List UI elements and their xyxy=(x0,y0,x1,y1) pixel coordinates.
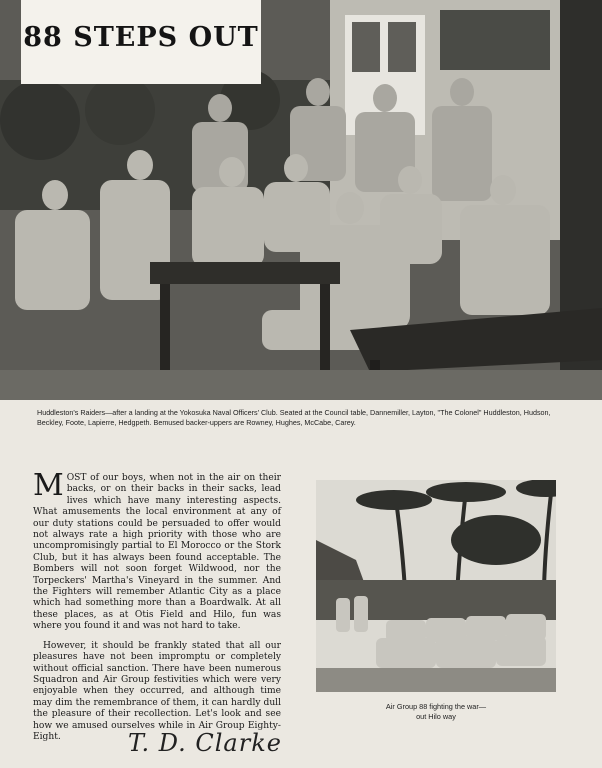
paragraph-1 xyxy=(33,468,281,633)
hilo-caption-line-2: out Hilo way xyxy=(416,712,456,721)
drop-cap: M xyxy=(33,468,64,503)
article-body xyxy=(33,468,281,751)
top-photo-caption: Huddleston's Raiders—after a landing at the Yokosuka Naval Officers' Club. Seated at the Council table, Dannemiller, Layton, "The Colonel" Huddleston, Hudson, Beckley, Foote, Lapierre, Hedgpeth. Bemused backer-uppers are Rowney, Hughes, McCabe, Carey. xyxy=(37,408,551,427)
hilo-caption-line-1: Air Group 88 fighting the war— xyxy=(385,702,487,711)
author-signature: T. D. Clarke xyxy=(128,729,282,757)
paragraph-2: However, it should be frankly stated that all our pleasures have not been impromptu or completely without official sanction. There have been numerous Squadron and Air Group festivities which were very enjoyable when they occurred, and although time may dim the remembrance of them, it can hardly dull the pleasure of their recollection. Let's look and see how we amused ourselves while in Air Group Eighty-Eight. xyxy=(33,640,281,742)
hilo-photo-caption xyxy=(316,702,556,722)
paragraph-1-text: OST of our boys, when not in the air on their backs, or on their backs in their sacks, lead lives which have many interesting aspects. What amusements the local environment at any of our duty stations could be persuaded to offer would not always rate a high priority with those who are uncompromisingly partial to El Morocco or the Stork Club, but it has always been found acceptable. The Bombers will not soon forget Wildwood, nor the Torpeckers' Martha's Vineyard in the summer. And the Fighters will remember Atlantic City as a place which had something more than a Boardwalk. At all these places, as at Otis Field and Hilo, fun was where you found it and was not hard to take. xyxy=(33,473,281,632)
page-title: 88 STEPS OUT xyxy=(23,22,259,53)
page-title-box xyxy=(21,0,261,84)
hilo-group-photo xyxy=(316,480,556,692)
hilo-photo-illustration xyxy=(316,480,556,692)
